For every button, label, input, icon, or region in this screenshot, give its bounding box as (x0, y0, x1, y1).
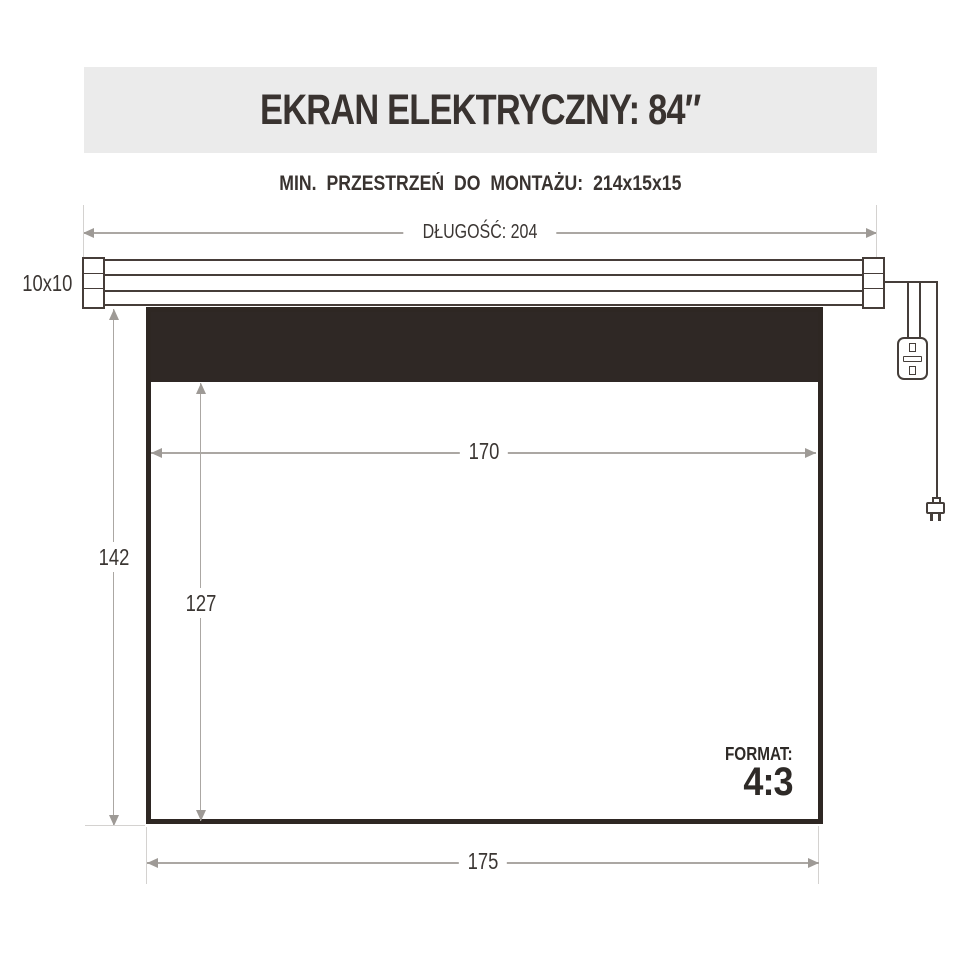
extension-line-right (876, 205, 877, 257)
mounting-bracket-right (862, 257, 885, 309)
total-height-dimension (98, 309, 129, 826)
plug-prong-left (930, 514, 933, 521)
switch-button-down (909, 366, 916, 375)
total-width-label: 175 (459, 848, 507, 874)
bracket-cell (84, 259, 103, 274)
length-dimension (83, 221, 877, 243)
bracket-cell (864, 289, 883, 304)
arrow-left-icon (83, 228, 94, 238)
power-wire-horizontal (885, 281, 938, 283)
view-width-dimension (151, 438, 816, 464)
extension-line-left (83, 205, 84, 257)
view-height-dimension (185, 383, 216, 821)
view-width-label: 170 (459, 438, 507, 464)
title-banner (84, 67, 877, 153)
format-block (713, 744, 793, 804)
switch-cable-left (907, 283, 909, 337)
power-plug-icon (926, 502, 945, 514)
plug-cable (936, 283, 938, 497)
bracket-cell (864, 274, 883, 289)
bracket-size-label: 10x10 (22, 270, 73, 296)
view-height-label: 127 (179, 588, 221, 618)
format-value: 4:3 (743, 760, 793, 804)
bracket-cell (864, 259, 883, 274)
total-height-label: 142 (92, 542, 134, 572)
arrow-right-icon (805, 448, 816, 458)
roller-casing-line (105, 259, 862, 261)
roller-casing-line (105, 274, 862, 276)
extension-line-bottom-left-horizontal (85, 825, 145, 826)
arrow-down-icon (196, 810, 206, 821)
switch-cable-right (919, 283, 921, 337)
format-label: FORMAT: (725, 744, 793, 764)
switch-button-up (909, 343, 916, 352)
plug-prong-right (938, 514, 941, 521)
control-switch-icon (897, 337, 928, 380)
arrow-up-icon (196, 383, 206, 394)
roller-casing-line (105, 304, 862, 306)
projection-screen (146, 307, 823, 824)
arrow-up-icon (109, 309, 119, 320)
bracket-cell (84, 274, 103, 289)
screen-black-border (151, 312, 818, 382)
bracket-cell (84, 289, 103, 304)
page-title: EKRAN ELEKTRYCZNY: 84″ (260, 85, 701, 134)
arrow-right-icon (808, 858, 819, 868)
switch-slot (903, 356, 922, 362)
length-dimension-label: DŁUGOŚĆ: 204 (403, 219, 556, 245)
mounting-space-text: MIN. PRZESTRZEŃ DO MONTAŻU: 214x15x15 (278, 172, 682, 195)
roller-casing-line (105, 290, 862, 292)
arrow-left-icon (151, 448, 162, 458)
total-width-dimension (147, 848, 819, 874)
mounting-space-note (0, 172, 960, 196)
arrow-left-icon (147, 858, 158, 868)
mounting-bracket-left (82, 257, 105, 309)
